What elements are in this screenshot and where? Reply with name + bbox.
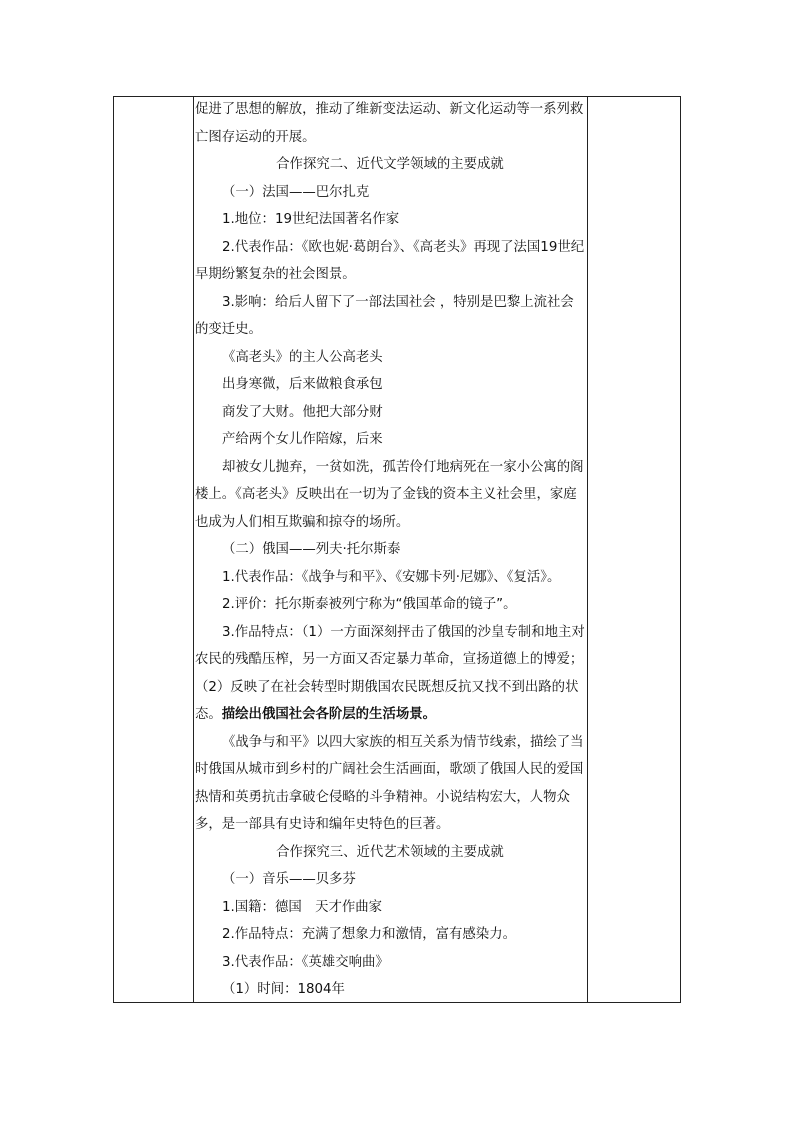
paragraph-tolstoy-works: 1.代表作品：《战争与和平》、《安娜卡列·尼娜》、《复活》。 (222, 569, 561, 585)
paragraph-goriot-3: 商发了大财。他把大部分财 (222, 404, 383, 420)
section-heading-art: 合作探究三、近代艺术领域的主要成就 (276, 844, 504, 860)
paragraph-goriot-1: 《高老头》的主人公高老头 (222, 349, 383, 365)
column-divider-right (587, 97, 588, 1002)
paragraph-goriot-4: 产给两个女儿作陪嫁，后来 (222, 432, 383, 447)
paragraph-war-and-peace: 《战争与和平》以四大家族的相互关系为情节线索，描绘了当时俄国从城市到乡村的广阔社会生活画面，歌颂了俄国人民的爱国热情和英勇抗击拿破仑侵略的斗争精神。小说结构宏大，人物众多，是一部具有史诗和编年史特色的巨著。 (195, 734, 584, 832)
paragraph-goriot-2: 出身寒微，后来做粮食承包 (222, 377, 383, 392)
paragraph-tolstoy-evaluation: 2.评价：托尔斯泰被列宁称为“俄国革命的镜子”。 (222, 597, 517, 612)
subheading-france: （一）法国——巴尔扎克 (222, 184, 370, 200)
column-divider-left (193, 97, 194, 1002)
features-text: 3.作品特点：（1）一方面深刻抨击了俄国的沙皇专制和地主对农民的残酷压榨，另一方面又否定暴力革命，宣扬道德上的博爱；（2）反映了在社会转型时期俄国农民既想反抗又找不到出路的状态。 (195, 624, 585, 722)
content-cell (195, 96, 585, 1004)
paragraph-intro: 促进了思想的解放，推动了维新变法运动、新文化运动等一系列救亡图存运动的开展。 (195, 102, 584, 145)
paragraph-influence: 3.影响：给后人留下了一部法国社会 ，特别是巴黎上流社会的变迁史。 (195, 294, 574, 337)
paragraph-representative: 3.代表作品：《英雄交响曲》 (222, 954, 389, 970)
paragraph-music-features: 2.作品特点：充满了想象力和激情，富有感染力。 (222, 927, 516, 942)
section-heading-literature: 合作探究二、近代文学领域的主要成就 (276, 157, 504, 172)
features-bold-text: 描绘出俄国社会各阶层的生活场景。 (221, 707, 437, 722)
paragraph-tolstoy-features (195, 619, 585, 729)
paragraph-status: 1.地位：19世纪法国著名作家 (222, 212, 400, 227)
subheading-russia: （二）俄国——列夫·托尔斯泰 (222, 542, 401, 557)
paragraph-works: 2.代表作品：《欧也妮·葛朗台》、《高老头》再现了法国19世纪早期纷繁复杂的社会图景。 (195, 239, 585, 282)
paragraph-time: （1）时间：1804年 (222, 982, 345, 997)
subheading-music: （一）音乐——贝多芬 (222, 872, 356, 887)
paragraph-nationality: 1.国籍：德国 天才作曲家 (222, 899, 383, 915)
paragraph-goriot-5: 却被女儿抛弃，一贫如洗，孤苦伶仃地病死在一家小公寓的阁楼上。《高老头》反映出在一切为了金钱的资本主义社会里，家庭也成为人们相互欺骗和掠夺的场所。 (195, 459, 584, 530)
